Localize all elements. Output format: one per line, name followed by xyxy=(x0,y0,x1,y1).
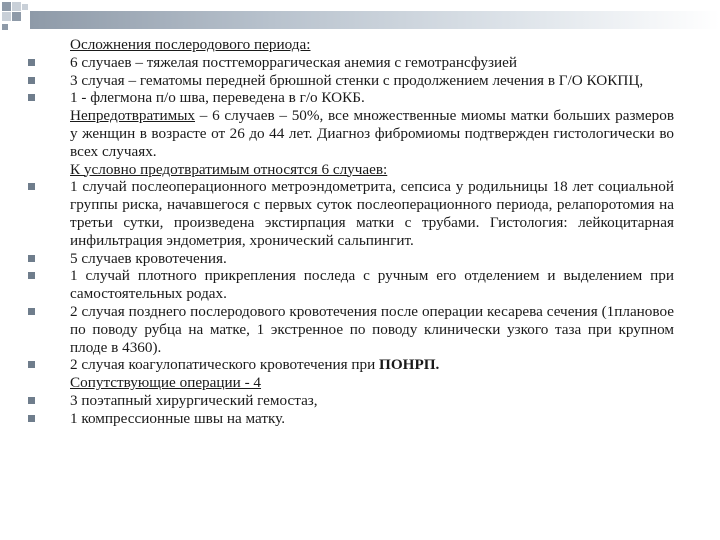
list-item: 1 - флегмона п/о шва, переведена в г/о КОКБ. xyxy=(28,89,674,107)
list-item: 3 случая – гематомы передней брюшной стенки с продолжением лечения в Г/О КОКПЦ, xyxy=(28,72,674,90)
list-item: 6 случаев – тяжелая постгеморрагическая анемия с гемотрансфузией xyxy=(28,54,674,72)
slide-body xyxy=(28,36,674,428)
deco-square xyxy=(2,12,11,21)
bullet-icon xyxy=(28,361,35,368)
list-item: 2 случая коагулопатического кровотечения при ПОНРП. xyxy=(28,356,674,374)
bullet-icon xyxy=(28,308,35,315)
bullet-icon xyxy=(28,397,35,404)
bullet-icon xyxy=(28,94,35,101)
bullet-icon xyxy=(28,77,35,84)
list-item: 3 поэтапный хирургический гемостаз, xyxy=(28,392,674,410)
heading-complications: Осложнения послеродового периода: xyxy=(70,36,311,53)
deco-square xyxy=(2,2,11,11)
heading-operations: Сопутствующие операции - 4 xyxy=(70,374,262,392)
list-item: 1 случай послеоперационного метроэндометрита, сепсиса у родильницы 18 лет социальной группы риска, начавшегося с первых суток послеоперационного периода, релапоротомия на третьи сутки, произведена экстирпация матки с трубами. Гистология: лейкоцитарная инфильтрация эндометрия, хронический сальпингит. xyxy=(28,178,674,249)
unpreventable-paragraph: Непредотвратимых – 6 случаев – 50%, все множественные миомы матки больших размеров у женщин в возрасте от 26 до 44 лет. Диагноз фибромиомы подтвержден гистологически во всех случаях. xyxy=(70,107,674,160)
heading-conditional: К условно предотвратимым относятся 6 случаев: xyxy=(70,160,388,178)
bullet-icon xyxy=(28,255,35,262)
list-item: 2 случая позднего послеродового кровотечения после операции кесарева сечения (1плановое по поводу рубца на матке, 1 экстренное по поводу клинически узкого таза при крупном плоде в 4360). xyxy=(28,303,674,356)
gradient-title-bar xyxy=(30,11,720,29)
bullet-icon xyxy=(28,59,35,66)
deco-square xyxy=(12,2,21,11)
list-item: 1 случай плотного прикрепления последа с ручным его отделением и выделением при самостоятельных родах. xyxy=(28,267,674,303)
bullet-icon xyxy=(28,272,35,279)
deco-square xyxy=(22,4,28,10)
bullet-icon xyxy=(28,183,35,190)
bullet-icon xyxy=(28,415,35,422)
list-item: 5 случаев кровотечения. xyxy=(28,250,674,268)
deco-square xyxy=(2,24,8,30)
list-item: 1 компрессионные швы на матку. xyxy=(28,410,674,428)
deco-square xyxy=(12,12,21,21)
